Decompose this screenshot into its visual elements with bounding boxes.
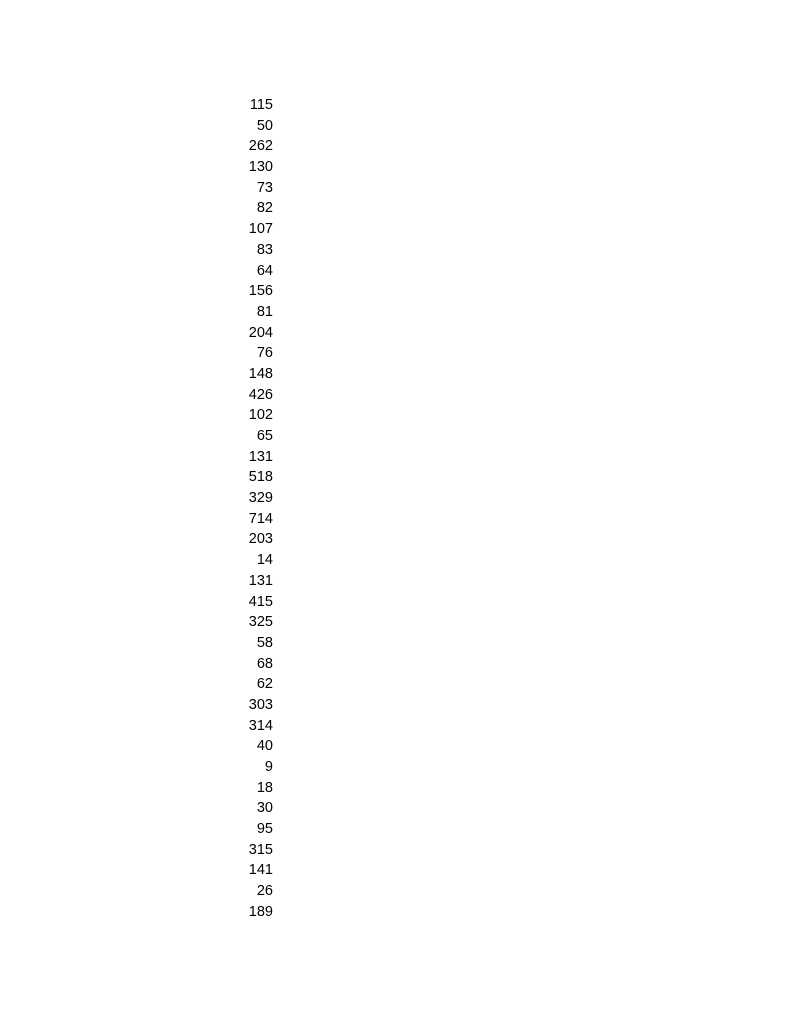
number-cell: 82 bbox=[256, 200, 273, 217]
number-cell: 315 bbox=[248, 841, 273, 858]
number-cell: 95 bbox=[256, 821, 273, 838]
number-cell: 30 bbox=[256, 800, 273, 817]
number-cell: 156 bbox=[248, 283, 273, 300]
number-cell: 65 bbox=[256, 428, 273, 444]
number-cell: 26 bbox=[256, 883, 273, 900]
number-cell: 115 bbox=[249, 97, 273, 113]
number-column bbox=[200, 95, 273, 923]
number-cell: 58 bbox=[256, 634, 273, 651]
number-cell: 131 bbox=[248, 448, 273, 465]
number-cell: 68 bbox=[256, 655, 273, 672]
number-cell: 148 bbox=[248, 365, 273, 382]
number-cell: 314 bbox=[248, 717, 273, 734]
number-cell: 189 bbox=[248, 903, 273, 920]
number-cell: 9 bbox=[264, 759, 273, 775]
number-cell: 714 bbox=[248, 510, 273, 527]
number-cell: 262 bbox=[248, 138, 273, 155]
number-cell: 141 bbox=[248, 862, 273, 879]
number-cell: 325 bbox=[248, 614, 273, 631]
number-cell: 14 bbox=[256, 552, 273, 569]
number-cell: 107 bbox=[248, 221, 273, 238]
number-cell: 204 bbox=[248, 324, 273, 341]
number-cell: 81 bbox=[256, 303, 273, 320]
number-cell: 131 bbox=[248, 572, 273, 589]
number-cell: 83 bbox=[256, 241, 273, 258]
number-cell: 50 bbox=[256, 117, 273, 134]
number-cell: 102 bbox=[248, 407, 273, 424]
number-cell: 303 bbox=[248, 696, 273, 713]
number-cell: 73 bbox=[256, 179, 273, 196]
number-cell: 329 bbox=[248, 490, 273, 507]
number-cell: 130 bbox=[248, 159, 273, 176]
number-cell: 426 bbox=[248, 386, 273, 403]
number-cell: 203 bbox=[248, 531, 273, 548]
number-cell: 18 bbox=[256, 779, 273, 796]
number-cell: 62 bbox=[256, 676, 273, 693]
number-cell: 518 bbox=[248, 469, 273, 486]
number-cell: 40 bbox=[256, 738, 273, 755]
number-cell: 415 bbox=[248, 593, 273, 610]
number-cell: 64 bbox=[256, 262, 273, 279]
number-cell: 76 bbox=[256, 345, 273, 362]
